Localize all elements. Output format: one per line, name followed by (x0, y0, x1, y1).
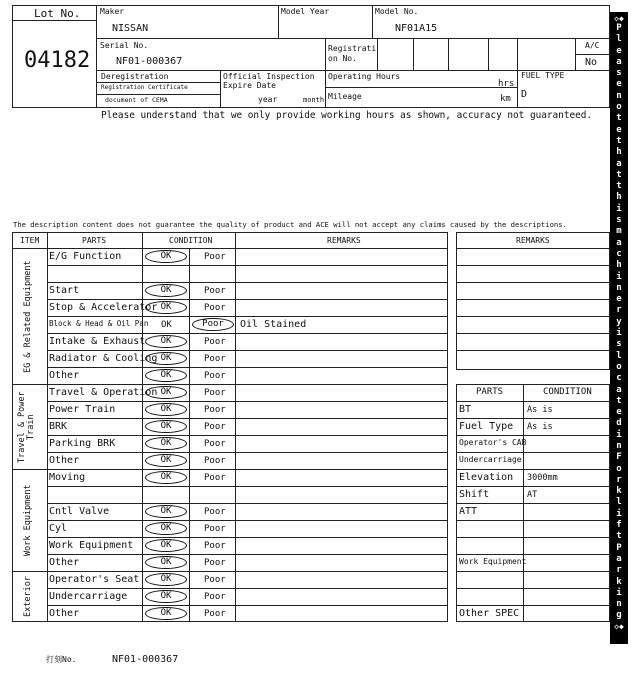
row-divider (456, 299, 610, 300)
ok-marker[interactable]: OK (145, 386, 187, 399)
model-no-value: NF01A15 (395, 23, 438, 34)
km-label: km (500, 94, 511, 104)
row-divider (456, 435, 610, 436)
maker-label: Maker (100, 7, 125, 16)
table-row (47, 452, 448, 469)
divider (96, 38, 610, 39)
part-name: Other (49, 557, 80, 568)
part-name: BRK (49, 421, 68, 432)
ac-value: No (585, 57, 598, 68)
part-name: Operator's Seat (49, 574, 140, 585)
divider (377, 38, 378, 70)
row-divider (456, 469, 610, 470)
ok-marker[interactable]: OK (145, 420, 187, 433)
remarks-header: REMARKS (327, 236, 361, 245)
table-row (47, 605, 448, 622)
lot-value: 04182 (24, 48, 91, 73)
row-divider (456, 248, 610, 249)
ok-marker[interactable]: OK (145, 590, 187, 603)
poor-marker[interactable]: Poor (204, 252, 226, 262)
part-name: Cyl (49, 523, 68, 534)
row-divider (456, 554, 610, 555)
parts-header: PARTS (82, 236, 107, 245)
diamond-icon: ◇◆ (614, 14, 624, 23)
divider (12, 20, 96, 21)
spec-value: As is (527, 405, 553, 415)
table-row (47, 418, 448, 435)
divider (413, 38, 414, 70)
ok-marker[interactable]: OK (145, 250, 187, 263)
part-name: Stop & Accelerator (49, 302, 158, 313)
ok-marker[interactable]: OK (145, 301, 187, 314)
spec-part: Undercarriage (459, 455, 522, 464)
part-name: Block & Head & Oil Pan (49, 319, 149, 328)
divider (325, 38, 326, 108)
ok-marker[interactable]: OK (145, 522, 187, 535)
row-divider (456, 588, 610, 589)
notice-text: Please understand that we only provide working hours as shown, accuracy not guaranteed. (101, 110, 593, 121)
model-year-label: Model Year (281, 7, 330, 16)
divider (278, 5, 279, 38)
poor-marker[interactable]: Poor (204, 405, 226, 415)
mileage-label: Mileage (328, 92, 362, 101)
poor-marker[interactable]: Poor (204, 456, 226, 466)
group-label: EG & Related Equipment (23, 260, 33, 374)
divider (220, 70, 221, 108)
lot-label: Lot No. (34, 7, 81, 20)
part-name: Power Train (49, 404, 116, 415)
table-row (47, 520, 448, 537)
divider (96, 5, 97, 108)
group-label: Exterior (23, 576, 33, 618)
spec-condition-header: CONDITION (543, 387, 592, 397)
table-row (47, 469, 448, 486)
ok-marker[interactable]: OK (145, 403, 187, 416)
ok-marker[interactable]: OK (145, 556, 187, 569)
divider (488, 38, 489, 70)
part-name: Start (49, 285, 80, 296)
row-divider (456, 316, 610, 317)
table-row (47, 282, 448, 299)
model-no-label: Model No. (375, 7, 419, 16)
footer-value: NF01-000367 (112, 654, 179, 665)
part-name: Other (49, 370, 80, 381)
ok-marker[interactable]: OK (145, 369, 187, 382)
ac-label: A/C (585, 41, 600, 50)
ok-marker[interactable]: OK (145, 471, 187, 484)
table-row (47, 486, 448, 503)
poor-marker[interactable]: Poor (204, 524, 226, 534)
ok-marker[interactable]: OK (145, 505, 187, 518)
poor-marker[interactable]: Poor (204, 422, 226, 432)
registration-label: Registrati on No. (328, 44, 377, 63)
spec-value: As is (527, 422, 553, 432)
part-name: Other (49, 608, 80, 619)
hrs-label: hrs (498, 79, 515, 89)
item-header: ITEM (20, 236, 40, 245)
ok-marker[interactable]: OK (145, 437, 187, 450)
serial-label: Serial No. (100, 41, 149, 50)
part-name: Intake & Exhaust (49, 336, 146, 347)
poor-marker[interactable]: Poor (204, 507, 226, 517)
official-inspection-label: Official Inspection Expire Date (223, 72, 315, 90)
month-label: month (303, 96, 325, 104)
operating-hours-label: Operating Hours (328, 72, 401, 81)
row-divider (456, 486, 610, 487)
poor-marker[interactable]: Poor (204, 286, 226, 296)
part-name: Cntl Valve (49, 506, 110, 517)
row-divider (456, 605, 610, 606)
remark-text: Oil Stained (240, 319, 307, 330)
row-divider (456, 418, 610, 419)
ok-marker[interactable]: OK (145, 284, 187, 297)
spec-part: Fuel Type (459, 421, 514, 432)
row-divider (456, 571, 610, 572)
fuel-type-value: D (521, 89, 528, 100)
poor-marker[interactable]: Poor (204, 558, 226, 568)
side-notice (610, 12, 628, 644)
row-divider (456, 452, 610, 453)
ok-marker[interactable]: OK (161, 320, 172, 330)
condition-header: CONDITION (169, 236, 213, 245)
part-name: Undercarriage (49, 591, 128, 602)
poor-marker[interactable]: Poor (204, 575, 226, 585)
row-divider (456, 401, 610, 402)
spec-value: 3000mm (527, 473, 558, 483)
part-name: Travel & Operation (49, 387, 158, 398)
row-divider (456, 333, 610, 334)
ok-marker[interactable]: OK (145, 335, 187, 348)
registration-cert-label: Registration Certificate (101, 84, 188, 91)
diamond-icon: ◇◆ (614, 621, 624, 631)
poor-marker[interactable]: Poor (204, 388, 226, 398)
divider (96, 94, 220, 95)
row-divider (456, 503, 610, 504)
footer-label: 打刻No. (46, 655, 77, 664)
table-row (47, 265, 448, 282)
row-divider (456, 350, 610, 351)
part-name: Moving (49, 472, 86, 483)
spec-part: Work Equipment (459, 557, 527, 566)
table-row (47, 367, 448, 384)
spec-part: Shift (459, 489, 490, 500)
poor-marker[interactable]: Poor (204, 473, 226, 483)
poor-marker[interactable]: Poor (204, 303, 226, 313)
row-divider (456, 265, 610, 266)
spec-part: Other SPEC (459, 608, 520, 619)
table-row (47, 554, 448, 571)
ok-marker[interactable]: OK (145, 607, 187, 620)
deregistration-label: Deregistration (101, 72, 169, 81)
divider (96, 82, 220, 83)
spec-part: ATT (459, 506, 478, 517)
part-name: E/G Function (49, 251, 122, 262)
ok-marker[interactable]: OK (145, 539, 187, 552)
disclaimer-text: The description content does not guarantee the quality of product and ACE will not accept any claims caused by the descriptions. (13, 220, 567, 229)
divider (372, 5, 373, 38)
ok-marker[interactable]: OK (145, 352, 187, 365)
part-name: Work Equipment (49, 540, 134, 551)
group-label: Travel & Power Train (17, 391, 36, 463)
row-divider (456, 537, 610, 538)
poor-marker[interactable]: Poor (204, 541, 226, 551)
side-notice-letters: P l e a s e n o t e t h a t t h i s m a c h i n e r y i s l o c a t e d i n F o r k l i f t P a r k i n g (616, 23, 622, 621)
spec-parts-header: PARTS (476, 387, 504, 397)
ok-marker[interactable]: OK (145, 454, 187, 467)
poor-marker[interactable]: Poor (204, 371, 226, 381)
group-label: Work Equipment (23, 484, 33, 556)
row-divider (456, 282, 610, 283)
cema-label: document of CEMA (105, 96, 168, 104)
divider (575, 54, 610, 55)
maker-value: NISSAN (112, 23, 149, 34)
spec-part: BT (459, 404, 472, 415)
row-divider (456, 520, 610, 521)
year-label: year (258, 95, 278, 104)
poor-marker[interactable]: Poor (204, 592, 226, 602)
right-remarks-header: REMARKS (516, 236, 550, 245)
spec-part: Operator's CAB (459, 438, 527, 447)
poor-marker[interactable]: Poor (204, 337, 226, 347)
spec-part: Elevation (459, 472, 514, 483)
part-name: Parking BRK (49, 438, 116, 449)
serial-value: NF01-000367 (116, 56, 183, 67)
divider (517, 38, 518, 108)
part-name: Radiator & Cooling (49, 353, 158, 364)
part-name: Other (49, 455, 80, 466)
divider (448, 38, 449, 70)
divider (325, 87, 517, 88)
fuel-type-label: FUEL TYPE (521, 71, 565, 80)
poor-marker[interactable]: Poor (204, 609, 226, 619)
poor-marker[interactable]: Poor (204, 354, 226, 364)
ok-marker[interactable]: OK (145, 573, 187, 586)
spec-value: AT (527, 490, 538, 500)
poor-marker[interactable]: Poor (204, 439, 226, 449)
poor-marker[interactable]: Poor (192, 318, 234, 331)
